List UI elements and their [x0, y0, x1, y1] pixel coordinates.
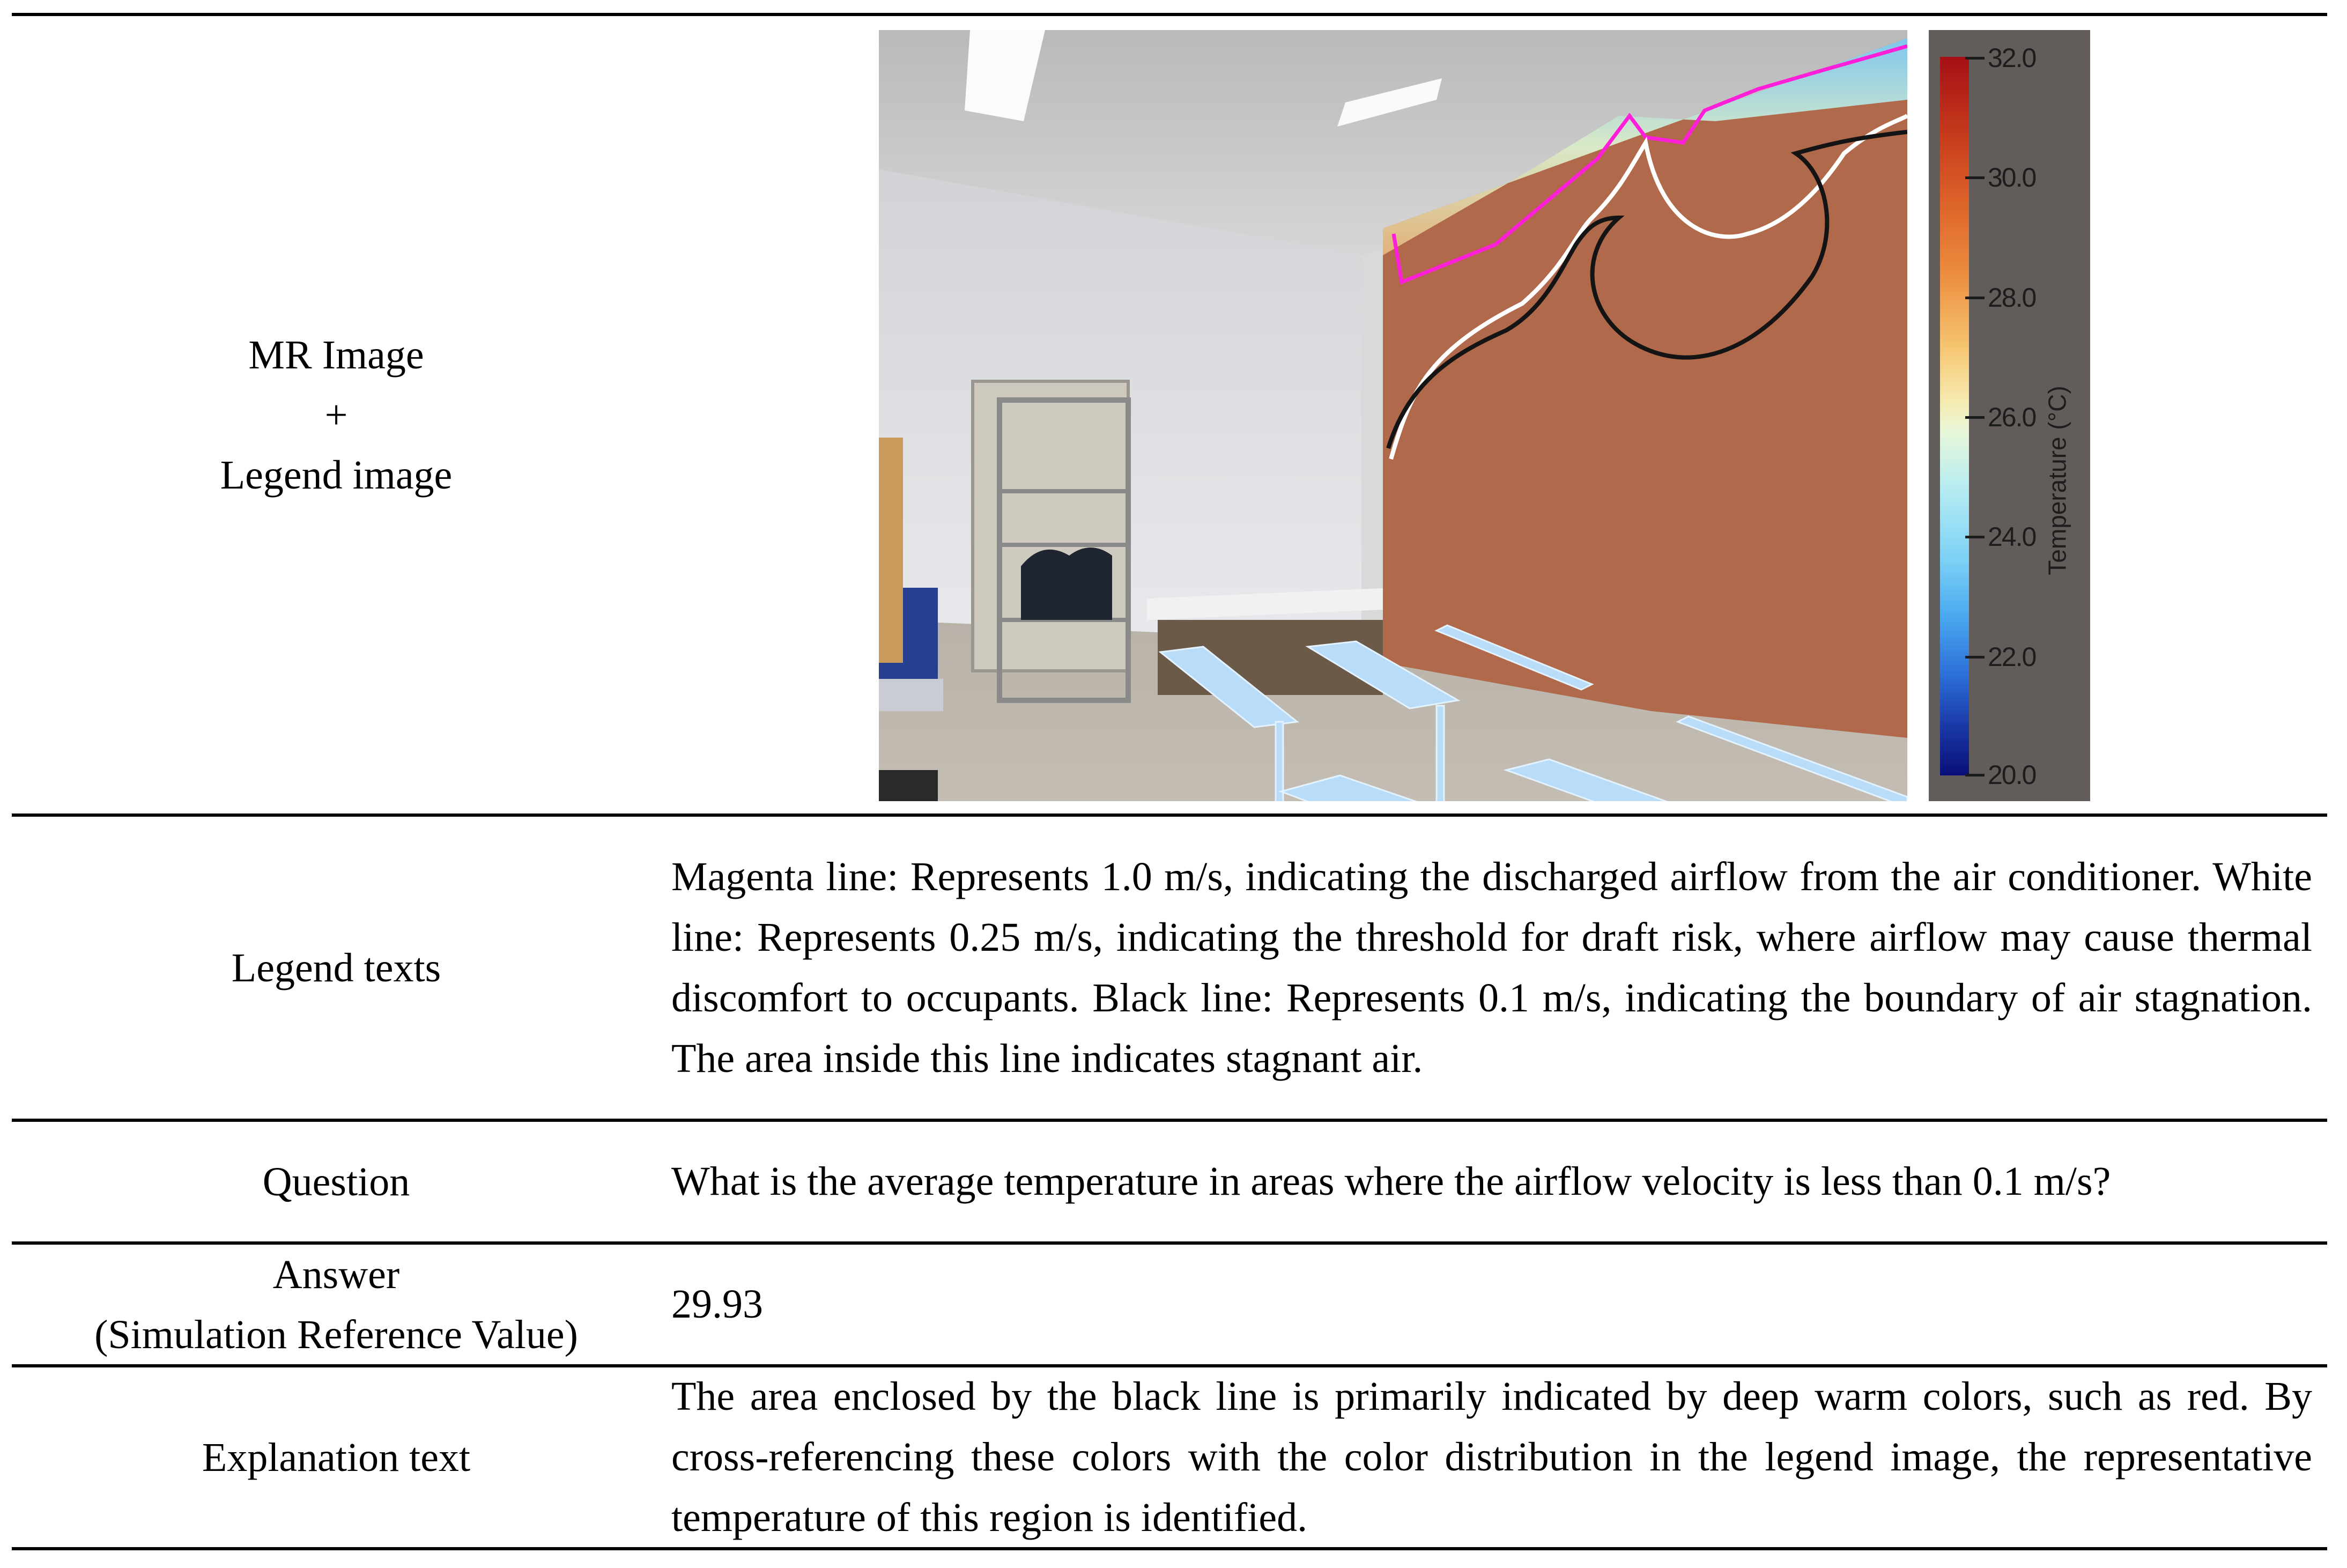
label-line: Answer — [272, 1252, 400, 1297]
tick-label: 20.0 — [1988, 760, 2036, 790]
explanation-text: The area enclosed by the black line is primarily indicated by deep warm colors, such as red. By cross-referencing these colors with the color distribution in the legend image, the representative temperature of this region is identified. — [671, 1374, 2312, 1540]
mr-image — [879, 30, 1907, 801]
tick-mark — [1965, 176, 1985, 179]
row-label-mr-image — [12, 16, 661, 813]
tick-mark — [1965, 57, 1985, 60]
tick-label: 22.0 — [1988, 642, 2036, 672]
tick-mark — [1965, 416, 1985, 419]
tick-mark — [1965, 656, 1985, 659]
tick-mark — [1965, 774, 1985, 776]
label-line: (Simulation Reference Value) — [94, 1312, 578, 1357]
tick-label: 28.0 — [1988, 283, 2036, 313]
question-cell — [671, 1122, 2312, 1241]
label-line: MR Image — [248, 332, 424, 378]
row-label-answer — [12, 1245, 661, 1364]
explanation-cell — [671, 1367, 2312, 1547]
temperature-colorbar — [1940, 57, 1969, 775]
label-line: Explanation text — [202, 1434, 471, 1480]
row-label-question — [12, 1122, 661, 1241]
tick-label: 30.0 — [1988, 162, 2036, 193]
answer-cell — [671, 1245, 2312, 1364]
tick-mark — [1965, 536, 1985, 538]
legend-texts-cell — [671, 817, 2312, 1119]
colorbar-axis-title — [2041, 352, 2074, 609]
tick-mark — [1965, 297, 1985, 299]
row-label-legend-texts — [12, 817, 661, 1119]
tick-label: 32.0 — [1988, 43, 2036, 73]
label-line: + — [324, 392, 348, 438]
label-line: Legend image — [220, 452, 453, 498]
row-label-explanation — [12, 1367, 661, 1547]
legend-texts: Magenta line: Represents 1.0 m/s, indicating the discharged airflow from the air conditioner. White line: Represents 0.25 m/s, indicating the threshold for draft risk, where airflow may cause thermal discomfort to occupants. Black line: Represents 0.1 m/s, indicating the boundary of air stagnation. The area inside this line indicates stagnant air. — [671, 854, 2312, 1081]
axis-title-text: Temperature (°C) — [2044, 386, 2072, 575]
label-line: Legend texts — [231, 945, 441, 990]
mr-room-illustration — [879, 30, 1907, 801]
tick-label: 24.0 — [1988, 522, 2036, 552]
question-text: What is the average temperature in areas where the airflow velocity is less than 0.1 m/s? — [671, 1159, 2111, 1204]
label-line: Question — [262, 1159, 410, 1204]
answer-value: 29.93 — [671, 1282, 763, 1327]
tick-label: 26.0 — [1988, 402, 2036, 432]
legend-image — [1929, 30, 2090, 801]
